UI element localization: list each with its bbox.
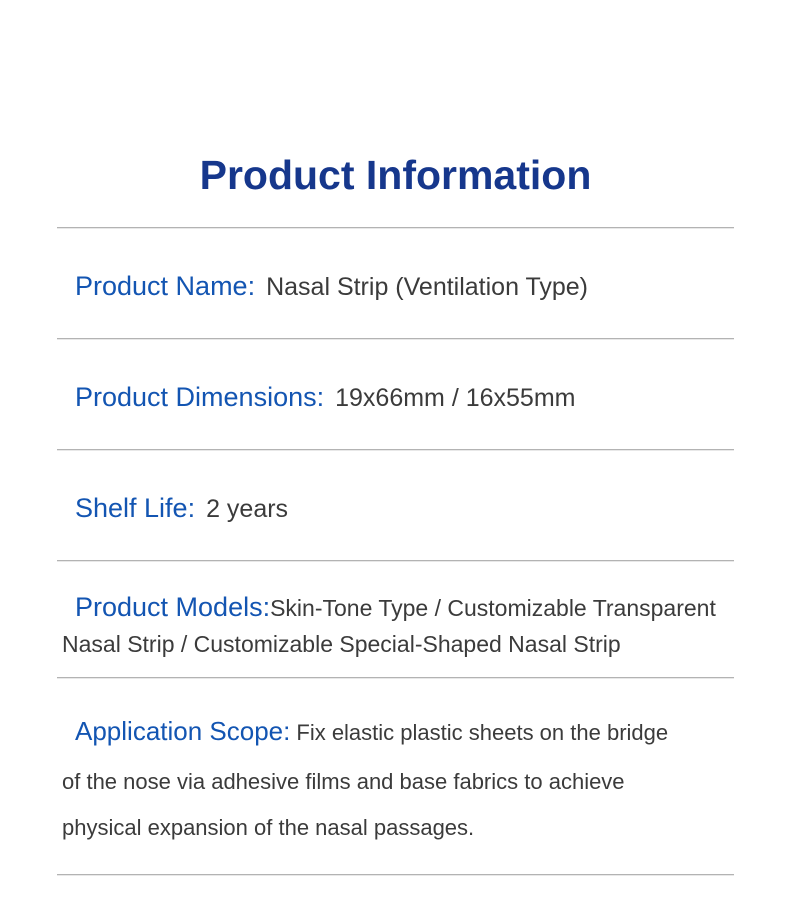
row-application-scope xyxy=(57,679,734,874)
title-spacer xyxy=(57,200,734,227)
shelf-life-value: 2 years xyxy=(206,495,289,523)
product-dimensions-label: Product Dimensions: xyxy=(75,382,325,412)
row-shelf-life xyxy=(57,451,734,560)
divider xyxy=(57,874,734,876)
application-scope-label: Application Scope: xyxy=(75,716,291,746)
product-info-sheet xyxy=(57,0,734,876)
product-models-value-line2: Nasal Strip / Customizable Special-Shaped Nasal Strip xyxy=(62,631,621,657)
application-scope-value-line1: Fix elastic plastic sheets on the bridge xyxy=(296,720,669,745)
product-models-label: Product Models: xyxy=(75,592,271,622)
product-name-value: Nasal Strip (Ventilation Type) xyxy=(266,273,589,301)
application-scope-value-line2: of the nose via adhesive films and base fabrics to achieve xyxy=(62,769,625,794)
row-product-dimensions xyxy=(57,340,734,449)
product-name-label: Product Name: xyxy=(75,271,256,301)
shelf-life-label: Shelf Life: xyxy=(75,493,196,523)
product-dimensions-value: 19x66mm / 16x55mm xyxy=(335,384,576,412)
page-title: Product Information xyxy=(199,152,592,198)
product-models-value-line1: Skin-Tone Type / Customizable Transparent xyxy=(270,595,716,621)
application-scope-value-line3: physical expansion of the nasal passages. xyxy=(62,815,475,840)
row-product-models xyxy=(57,562,734,677)
row-product-name xyxy=(57,229,734,338)
